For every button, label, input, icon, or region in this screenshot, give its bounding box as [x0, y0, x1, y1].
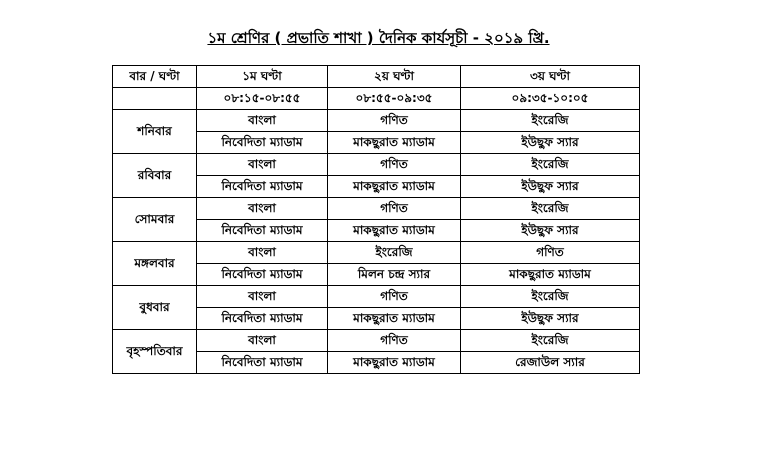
subject-row	[113, 242, 640, 264]
subject-cell: গণিত	[328, 330, 461, 352]
teacher-cell: নিবেদিতা ম্যাডাম	[197, 264, 328, 286]
teacher-cell: নিবেদিতা ম্যাডাম	[197, 132, 328, 154]
teacher-cell: মাকছুরাত ম্যাডাম	[328, 220, 461, 242]
header-row	[113, 66, 640, 88]
teacher-cell: মাকছুরাত ম্যাডাম	[328, 308, 461, 330]
teacher-cell: নিবেদিতা ম্যাডাম	[197, 352, 328, 374]
time-cell: ০৮:১৫-০৮:৫৫	[197, 88, 328, 110]
subject-row	[113, 198, 640, 220]
header-cell-day-period: বার / ঘণ্টা	[113, 66, 197, 88]
subject-cell: ইংরেজি	[461, 286, 640, 308]
teacher-cell: নিবেদিতা ম্যাডাম	[197, 176, 328, 198]
subject-cell: ইংরেজি	[461, 154, 640, 176]
teacher-cell: ইউছুফ স্যার	[461, 176, 640, 198]
subject-cell: ইংরেজি	[461, 330, 640, 352]
header-cell-period-1: ১ম ঘণ্টা	[197, 66, 328, 88]
time-cell-empty	[113, 88, 197, 110]
subject-row	[113, 110, 640, 132]
time-cell: ০৯:৩৫-১০:০৫	[461, 88, 640, 110]
subject-cell: গণিত	[328, 286, 461, 308]
subject-cell: গণিত	[328, 154, 461, 176]
day-cell: সোমবার	[113, 198, 197, 242]
subject-cell: বাংলা	[197, 154, 328, 176]
day-cell: শনিবার	[113, 110, 197, 154]
day-cell: বৃহস্পতিবার	[113, 330, 197, 374]
teacher-cell: নিবেদিতা ম্যাডাম	[197, 220, 328, 242]
subject-row	[113, 330, 640, 352]
subject-cell: বাংলা	[197, 286, 328, 308]
day-cell: বুধবার	[113, 286, 197, 330]
time-cell: ০৮:৫৫-০৯:৩৫	[328, 88, 461, 110]
subject-cell: গণিত	[328, 110, 461, 132]
subject-cell: ইংরেজি	[461, 198, 640, 220]
teacher-cell: ইউছুফ স্যার	[461, 220, 640, 242]
teacher-cell: নিবেদিতা ম্যাডাম	[197, 308, 328, 330]
class-routine-table	[112, 65, 640, 374]
time-row	[113, 88, 640, 110]
header-cell-period-2: ২য় ঘণ্টা	[328, 66, 461, 88]
teacher-cell: ইউছুফ স্যার	[461, 132, 640, 154]
subject-cell: বাংলা	[197, 110, 328, 132]
subject-cell: ইংরেজি	[328, 242, 461, 264]
teacher-cell: ইউছুফ স্যার	[461, 308, 640, 330]
subject-cell: গণিত	[461, 242, 640, 264]
subject-cell: গণিত	[328, 198, 461, 220]
subject-cell: বাংলা	[197, 198, 328, 220]
subject-cell: বাংলা	[197, 330, 328, 352]
day-cell: মঙ্গলবার	[113, 242, 197, 286]
teacher-cell: মাকছুরাত ম্যাডাম	[328, 176, 461, 198]
day-cell: রবিবার	[113, 154, 197, 198]
subject-row	[113, 154, 640, 176]
subject-row	[113, 286, 640, 308]
teacher-cell: রেজাউল স্যার	[461, 352, 640, 374]
teacher-cell: মাকছুরাত ম্যাডাম	[328, 352, 461, 374]
teacher-cell: মাকছুরাত ম্যাডাম	[461, 264, 640, 286]
page-title: ১ম শ্রেণির ( প্রভাতি শাখা ) দৈনিক কার্যসূচী - ২০১৯ খ্রি.	[207, 29, 550, 47]
teacher-cell: মাকছুরাত ম্যাডাম	[328, 132, 461, 154]
subject-cell: বাংলা	[197, 242, 328, 264]
header-cell-period-3: ৩য় ঘণ্টা	[461, 66, 640, 88]
subject-cell: ইংরেজি	[461, 110, 640, 132]
teacher-cell: মিলন চন্দ্র স্যার	[328, 264, 461, 286]
